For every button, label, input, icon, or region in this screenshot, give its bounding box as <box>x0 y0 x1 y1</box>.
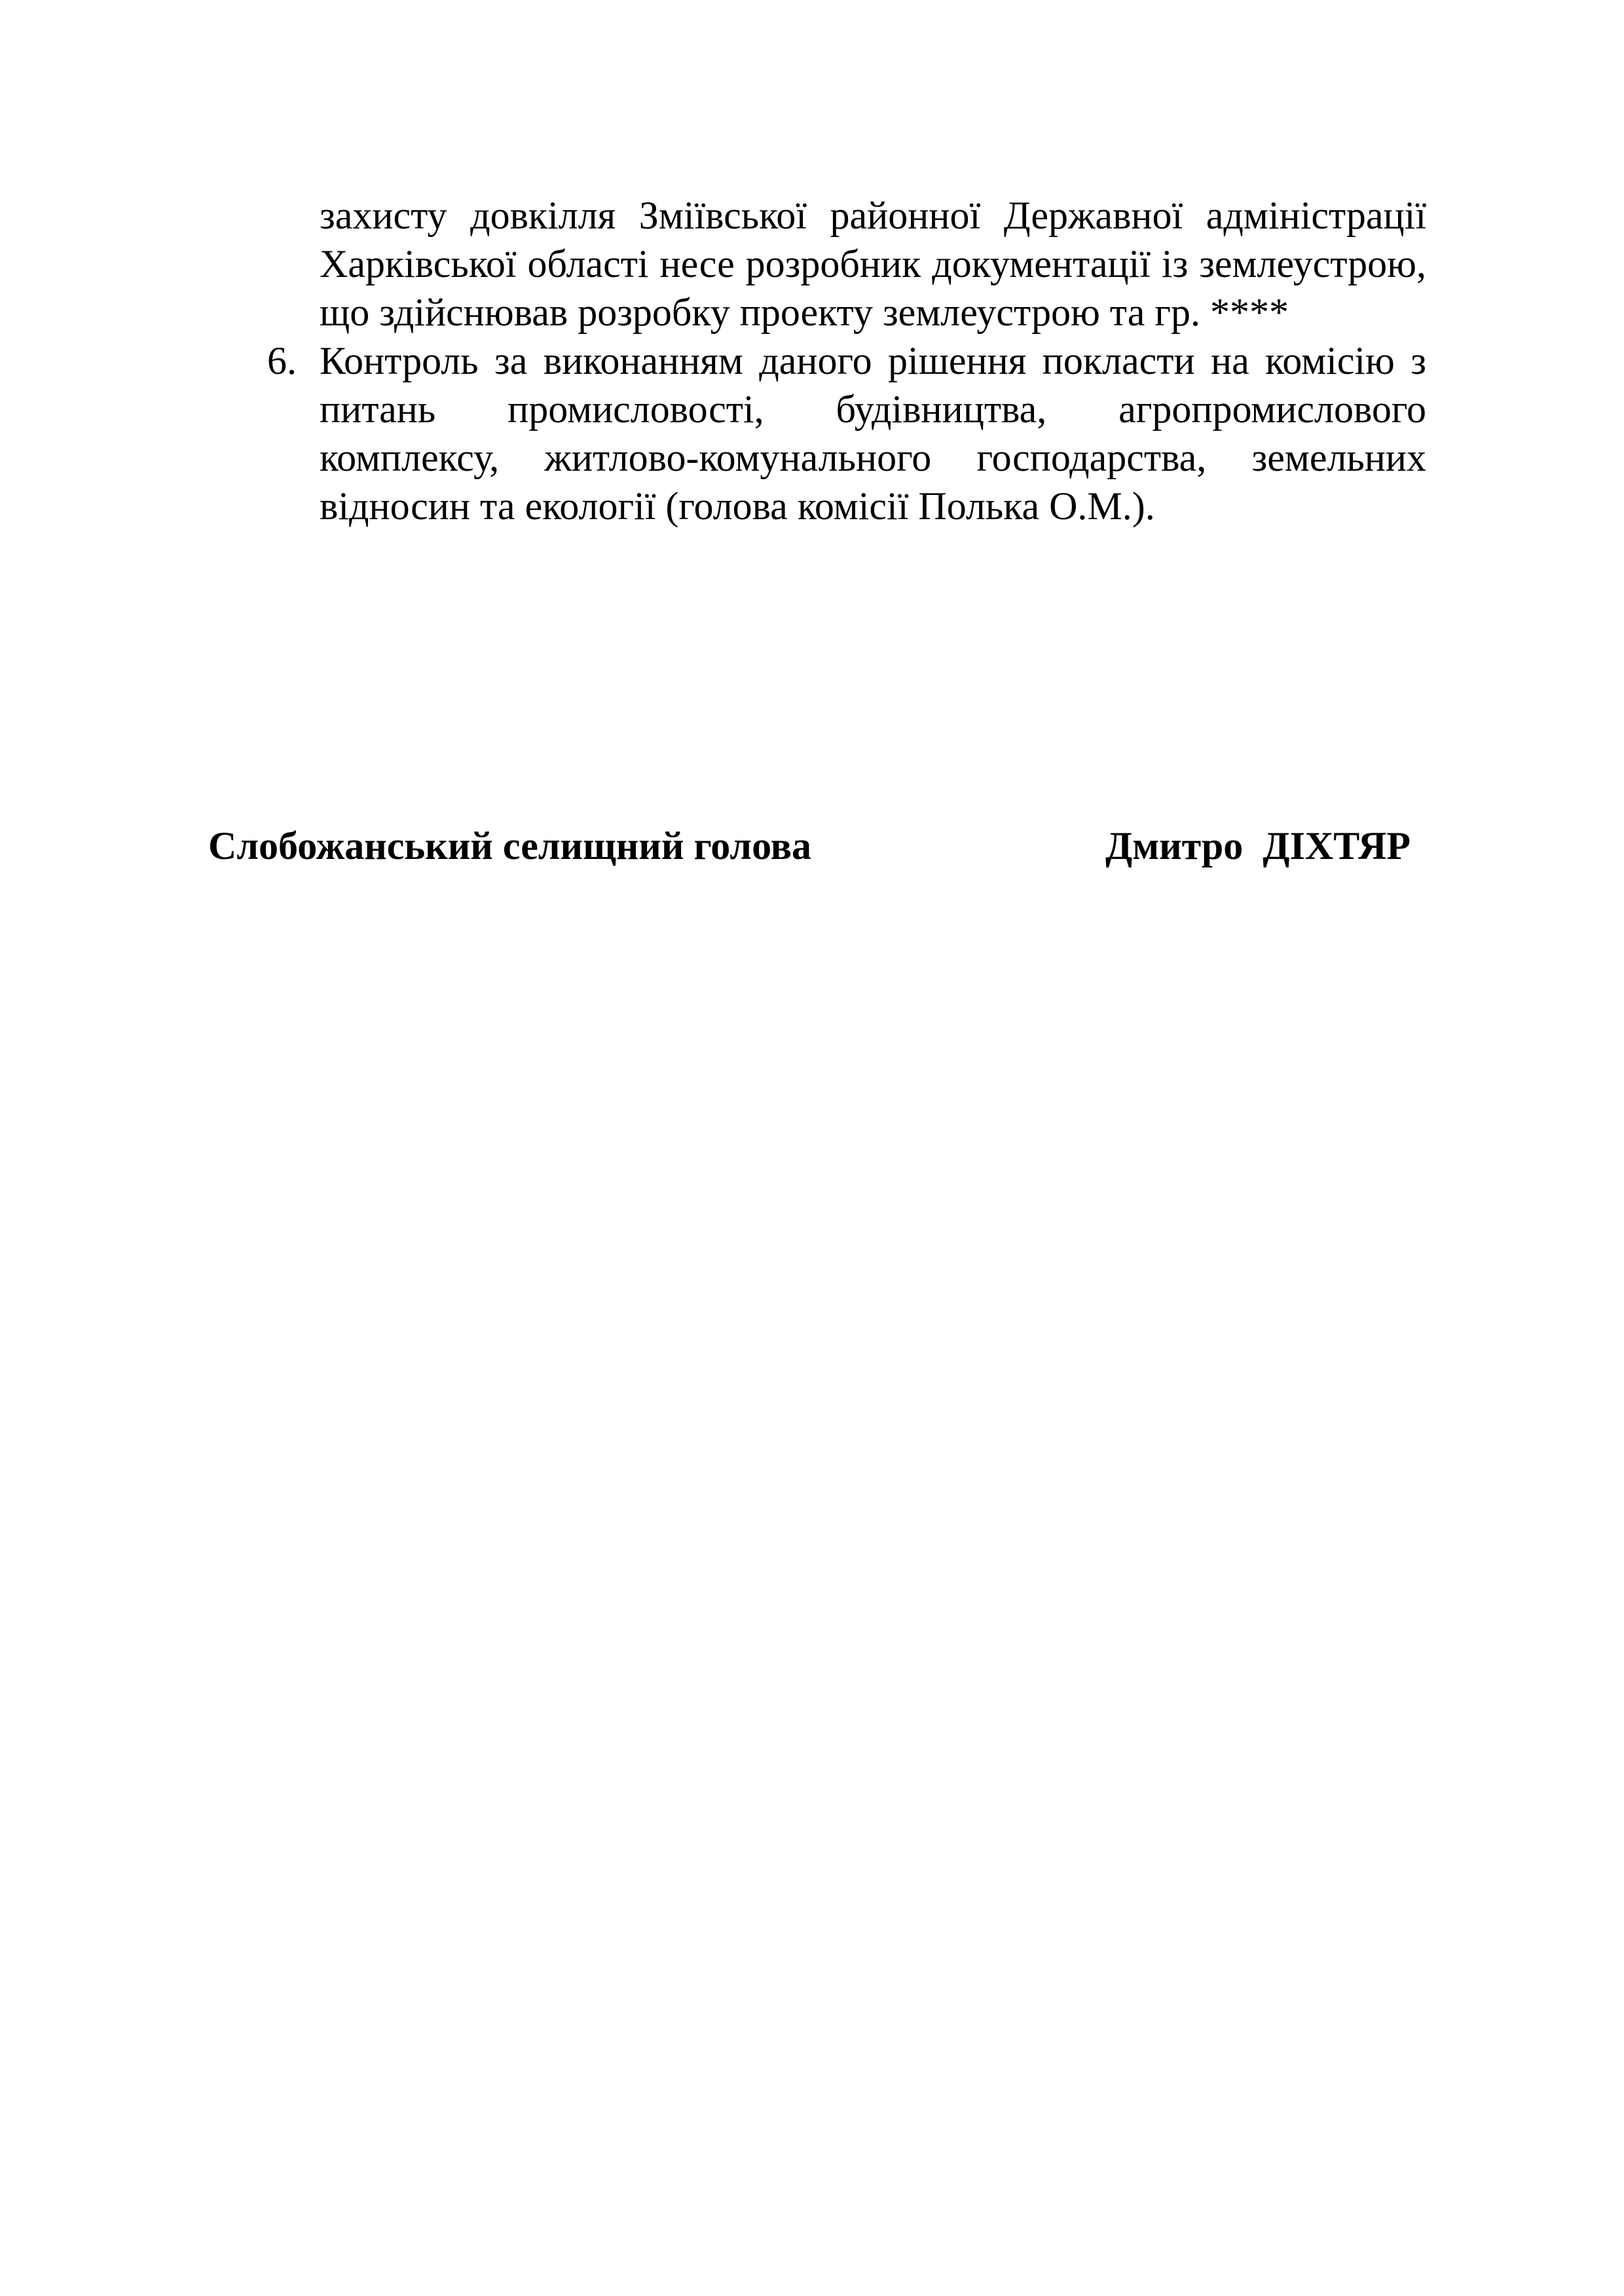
list-item-6 <box>267 337 1426 530</box>
document-body <box>267 191 1426 530</box>
signature-name: Дмитро ДІХТЯР <box>1105 824 1411 867</box>
list-item-number: 6. <box>267 339 297 382</box>
signature-block <box>208 822 1413 881</box>
signature-title: Слобожанський селищний голова <box>208 824 811 867</box>
paragraph-continuation: захисту довкілля Зміївської районної Державної адміністрації Харківської області несе розробник документації із землеустрою, що здійснював розробку проекту землеустрою та гр. **** <box>320 194 1426 334</box>
list-item-text: Контроль за виконанням даного рішення покласти на комісію з питань промисловості, будівництва, агропромислового комплексу, житлово-комунального господарства, земельних відносин та екології (голова комісії Полька О.М.). <box>320 339 1426 528</box>
